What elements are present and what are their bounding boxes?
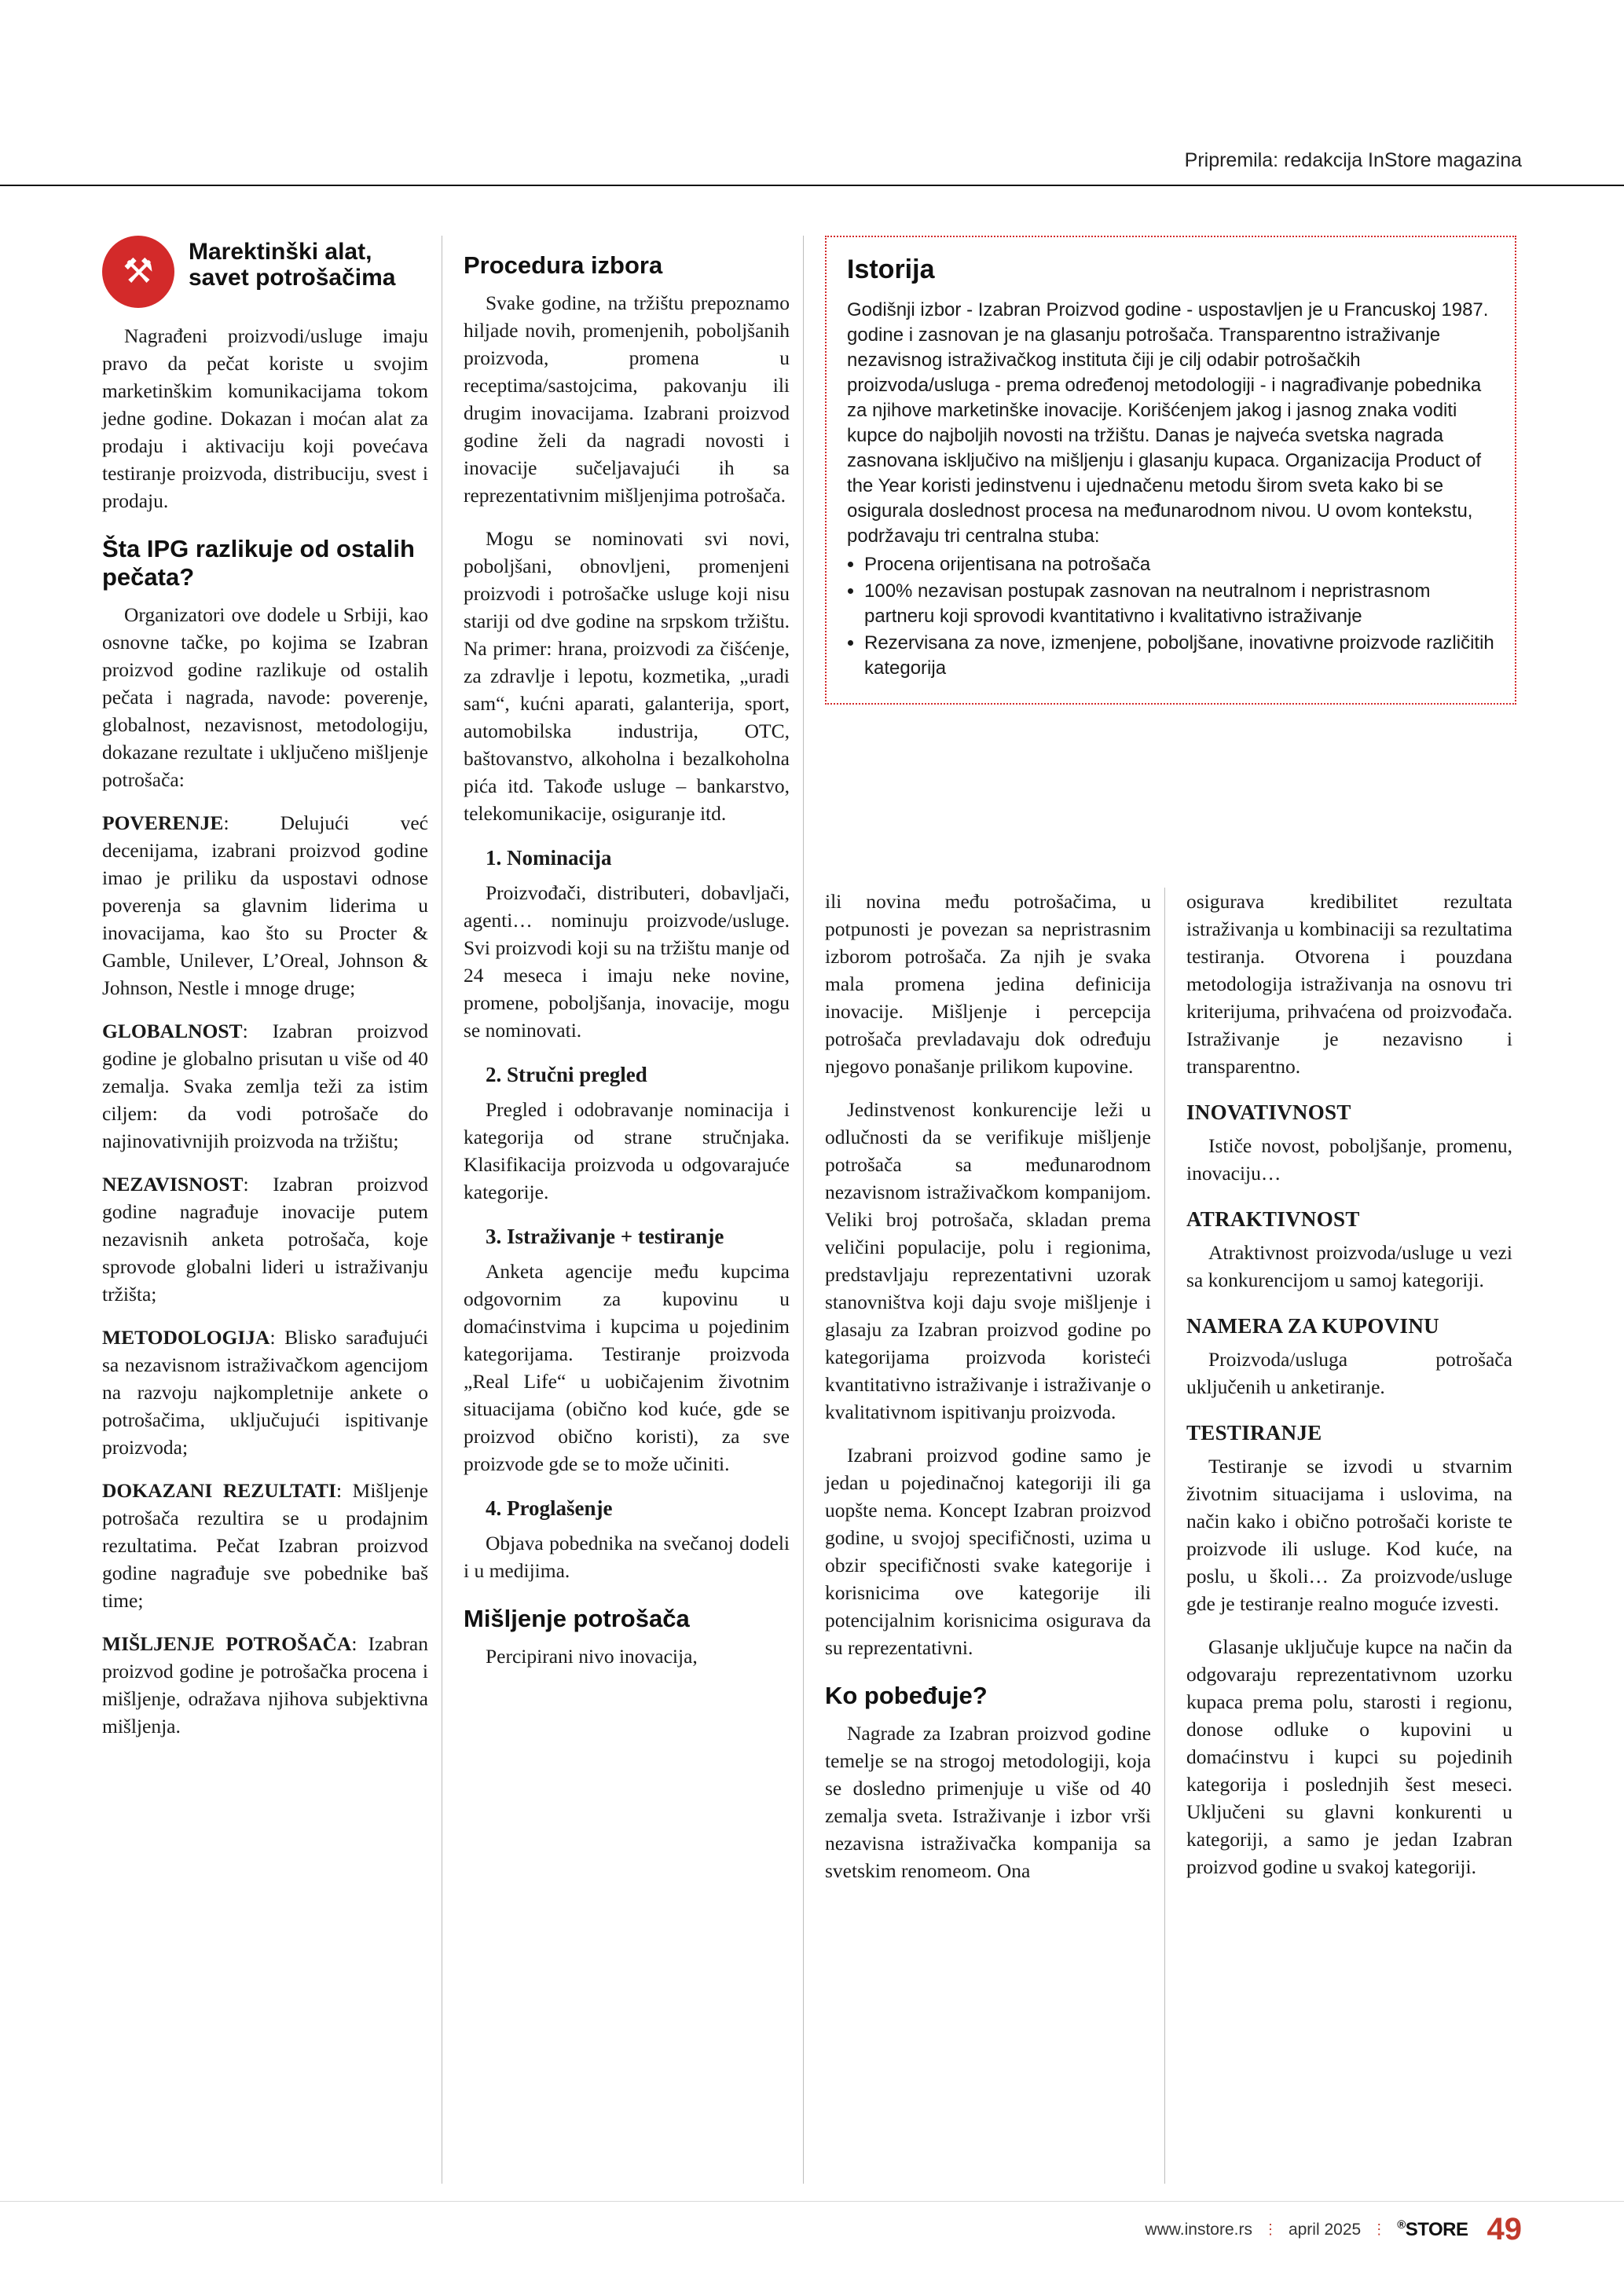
inovativnost-text: Ističe novost, poboljšanje, promenu, inovaciju… <box>1186 1134 1512 1185</box>
term-text: : Izabran proizvod godine je globalno prisutan u više od 40 zemalja. Svaka zemlja teži za istim ciljem: da vodi potrošače do najinovativnijih proizvoda na tržištu; <box>102 1020 428 1152</box>
footer-issue: april 2025 <box>1288 2220 1362 2239</box>
term-nezavisnost <box>102 1170 428 1308</box>
term-text: : Delujući već decenijama, izabrani proizvod godine imao je priliku da uspostavi odnose poverenja sa glavnim liderima u inovacijama, kao što su Procter & Gamble, Unilever, L’Oreal, Johnson & Johnson, Nestle i mnoge druge; <box>102 811 428 999</box>
lower-left-paragraph-2: Jedinstvenost konkurencije leži u odlučnosti da se verifikuje mišljenje potrošača sa međunarodnom nezavisnom istraživačkom kompanijom. Veliki broj potrošača, skladan prema veličini populacije, polu i regionima, predstavljaju reprezentativni uzorak stanovništva koji daju svoje mišljenje i glasaju za Izabran proizvod godine po kategorijama proizvoda koristeći kvantitativno istraživanje i istraživanje o kvalitativnom ispitivanju proizvoda. <box>825 1098 1151 1423</box>
step-4-text: Objava pobednika na svečanoj dodeli i u medijima. <box>464 1532 790 1582</box>
procedura-paragraph-2: Mogu se nominovati svi novi, poboljšani, obnovljeni, promenjeni proizvodi i potrošačke usluge koji nisu stariji od dve godine na srpskom tržištu. Na primer: hrana, proizvodi za čišćenje, za zdravlje i lepotu, kozmetika, „uradi sam“, kućni aparati, galanterija, sport, automobilska industrija, OTC, baštovanstvo, alkoholna i bezalkoholna pića itd. Takođe usluge – bankarstvo, telekomunikacije, osiguranje itd. <box>464 527 790 825</box>
organizatori-paragraph: Organizatori ove dodele u Srbiji, kao osnovne tačke, po kojima se Izabran proizvod godine razlikuje od ostalih pečata i nagrada, navode: poverenje, globalnost, nezavisnost, metodologiju, dokazane rezultate i uključeno mišljenje potrošača: <box>102 603 428 791</box>
footer-website[interactable]: www.instore.rs <box>1145 2220 1252 2239</box>
step-3-text: Anketa agencije među kupcima odgovornim za kupovinu u domaćinstvima i kupcima u pojedinim kategorijama. Testiranje proizvoda „Real Life“ u uobičajenim životnim situacijama (obično kod kuće, gde se proizvod obično koristi), za sve proizvode gde se to može učiniti. <box>464 1260 790 1475</box>
heading-procedura-izbora: Procedura izbora <box>464 251 663 279</box>
column-three <box>825 236 1516 705</box>
term-label: NEZAVISNOST <box>102 1173 244 1196</box>
term-label: METODOLOGIJA <box>102 1326 270 1349</box>
list-item: • 100% nezavisan postupak zasnovan na neutralnom i nepristrasnom partneru koji sprovodi kvantitativno i kvalitativno istraživanje <box>864 579 1494 629</box>
heading-inovativnost: INOVATIVNOST <box>1186 1100 1351 1124</box>
footer-separator-icon: ⋮ <box>1263 2221 1278 2237</box>
lower-right-paragraph-1: osigurava kredibilitet rezultata istraživanja u kombinaciji sa rezultatima testiranja. Otvorena i pouzdana metodologija istraživanja na osnovu tri kriterijuma, prihvaćena od proizvođača. Istraživanje je nezavisno i transparentno. <box>1186 890 1512 1078</box>
atraktivnost-text: Atraktivnost proizvoda/usluge u vezi sa konkurencijom u samoj kategoriji. <box>1186 1241 1512 1291</box>
step-3-title: 3. Istraživanje + testiranje <box>486 1225 724 1248</box>
term-text: : Mišljenje potrošača rezultira se u prodajnim rezultatima. Pečat Izabran proizvod godine nagrađuje sve pobednike baš time; <box>102 1479 428 1612</box>
page-number: 49 <box>1487 2212 1522 2247</box>
step-4-title: 4. Proglašenje <box>486 1496 613 1520</box>
heading-atraktivnost: ATRAKTIVNOST <box>1186 1207 1360 1231</box>
header-divider <box>0 185 1624 186</box>
lower-right-last-paragraph: Glasanje uključuje kupce na način da odgovaraju reprezentativnom uzorku kupaca prema polu, starosti i regionu, donose odluke o kupovini u domaćinstvu i kupci su pojedinih kategorija i poslednjih šest meseci. Uključeni su glavni konkurenti u kategoriji, a samo je jedan Izabran proizvod godine u svakoj kategoriji. <box>1186 1635 1512 1878</box>
lower-left-paragraph-3: Izabrani proizvod godine samo je jedan u pojedinačnoj kategoriji ili ga uopšte nema. Koncept Izabran proizvod godine, u svojoj specifičnosti, uzima u obzir specifičnosti svake kategorije i korisnicima ove kategorije ili potencijalnim korisnicima osigurava da su reprezentativni. <box>825 1444 1151 1659</box>
step-1-text: Proizvođači, distributeri, dobavljači, agenti… nominuju proizvode/usluge. Svi proizvodi koji su na tržištu manje od 24 meseca i imaju neke novine, promene, poboljšanja, inovacije, mogu se nominovati. <box>464 881 790 1042</box>
heading-misljenje-potrosaca: Mišljenje potrošača <box>464 1605 690 1632</box>
list-item: • Rezervisana za nove, izmenjene, poboljšane, inovativne proizvode različitih kategorija <box>864 631 1494 681</box>
list-item: • Procena orijentisana na potrošača <box>864 552 1494 577</box>
tools-icon: ⚒ <box>102 236 174 308</box>
istorija-box <box>825 236 1516 705</box>
term-text: : Izabran proizvod godine nagrađuje inovacije putem nezavisnih anketa potrošača, koje sprovode globalni lideri u istraživanju tržišta; <box>102 1173 428 1305</box>
heading-namera-za-kupovinu: NAMERA ZA KUPOVINU <box>1186 1314 1439 1338</box>
marketing-tool-logo-block <box>102 236 428 308</box>
intro-paragraph: Nagrađeni proizvodi/usluge imaju pravo da pečat koriste u svojim marketinškim komunikacijama tokom jedne godine. Dokazan i moćan alat za prodaju i aktivaciju koji povećava testiranje proizvoda, distribuciju, svest i prodaju. <box>102 324 428 512</box>
term-metodologija <box>102 1324 428 1461</box>
page-credit: Pripremila: redakcija InStore magazina <box>1184 149 1522 171</box>
term-label: DOKAZANI REZULTATI <box>102 1479 336 1502</box>
namera-za-kupovinu-text: Proizvoda/usluga potrošača uključenih u anketiranje. <box>1186 1348 1512 1398</box>
term-label: GLOBALNOST <box>102 1020 243 1042</box>
logo-title: Marektinški alat, savet potrošačima <box>189 239 396 291</box>
step-2-title: 2. Stručni pregled <box>486 1063 647 1086</box>
lower-left-paragraph-1: ili novina među potrošačima, u potpunosti je povezan sa nepristrasnim izborom potrošača. Za njih je svaka mala promena jedina definicija inovacije. Mišljenje i percepcija potrošača prevladavaju dok određuju njegovo ponašanje prilikom kupovine. <box>825 890 1151 1078</box>
term-misljenje-potrosaca <box>102 1630 428 1740</box>
instore-logo: ®STORE <box>1397 2218 1468 2240</box>
istorija-bullets <box>847 552 1494 681</box>
term-text: : Izabran proizvod godine je potrošačka procena i mišljenje, odražava njihova subjektivna mišljenja. <box>102 1632 428 1738</box>
step-2-text: Pregled i odobravanje nominacija i kategorija od strane stručnjaka. Klasifikacija proizvoda u odgovarajuće kategorije. <box>464 1098 790 1203</box>
column-one <box>102 236 428 1740</box>
page-footer <box>0 2211 1624 2247</box>
heading-testiranje: TESTIRANJE <box>1186 1421 1322 1445</box>
column-divider-2 <box>803 236 804 2184</box>
column-two <box>464 251 790 1670</box>
step-1-title: 1. Nominacija <box>486 846 612 870</box>
footer-divider <box>0 2201 1624 2202</box>
heading-sta-ipg-razlikuje: Šta IPG razlikuje od ostalih pečata? <box>102 535 415 591</box>
procedura-paragraph-1: Svake godine, na tržištu prepoznamo hiljade novih, promenjenih, poboljšanih proizvoda, promena u receptima/sastojcima, pakovanju ili drugim inovacijama. Izabrani proizvod godine želi da nagradi novosti i inovacije sučeljavajući ih sa reprezentativnim mišljenjima potrošača. <box>464 291 790 507</box>
term-globalnost <box>102 1017 428 1155</box>
testiranje-text: Testiranje se izvodi u stvarnim životnim situacijama i uslovima, na način kako i obično potrošači koriste te proizvode ili usluge. Kod kuće, na poslu, u školi… Za proizvode/usluge gde je testiranje realno moguće izvesti. <box>1186 1455 1512 1615</box>
percipirani-paragraph: Percipirani nivo inovacija, <box>486 1645 698 1668</box>
term-text: : Blisko sarađujući sa nezavisnom istraživačkom agencijom na razvoju najkompletnije ankete o potrošačima, uključujući ispitivanje proizvoda; <box>102 1326 428 1459</box>
term-label: MIŠLJENJE POTROŠAČA <box>102 1632 352 1655</box>
term-poverenje <box>102 809 428 1002</box>
lower-column-left <box>825 888 1151 1884</box>
term-dokazani-rezultati <box>102 1477 428 1614</box>
heading-ko-pobedjuje: Ko pobeđuje? <box>825 1682 988 1709</box>
istorija-title: Istorija <box>847 255 935 284</box>
lower-column-right <box>1186 888 1512 1880</box>
column-divider-3 <box>1164 888 1165 2184</box>
lower-left-paragraph-4: Nagrade za Izabran proizvod godine temelje se na strogoj metodologiji, koja se dosledno primenjuje u više od 40 zemalja sveta. Istraživanje i izbor vrši nezavisna istraživačka kompanija sa svetskim renomeom. Ona <box>825 1722 1151 1882</box>
istorija-body: Godišnji izbor - Izabran Proizvod godine - uspostavljen je u Francuskoj 1987. godine i zasnovan je na glasanju potrošača. Transparentno istraživanje nezavisnog istraživačkog instituta čiji je cilj odabir potrošačkih proizvoda/usluga - prema određenoj metodologiji - i nagrađivanje pobednika za njihove marketinške inovacije. Korišćenjem jakog i jasnog znaka voditi kupce do najboljih novosti na tržištu. Danas je najveća svetska nagrada zasnovana isključivo na mišljenju i glasanju kupaca. Organizacija Product of the Year koristi jedinstvenu i ujednačenu metodu širom sveta kako bi se osigurala doslednost procesa na međunarodnom nivou. U ovom kontekstu, podržavaju tri centralna stuba: <box>847 299 1489 547</box>
term-label: POVERENJE <box>102 811 224 834</box>
footer-separator-icon: ⋮ <box>1372 2221 1387 2237</box>
